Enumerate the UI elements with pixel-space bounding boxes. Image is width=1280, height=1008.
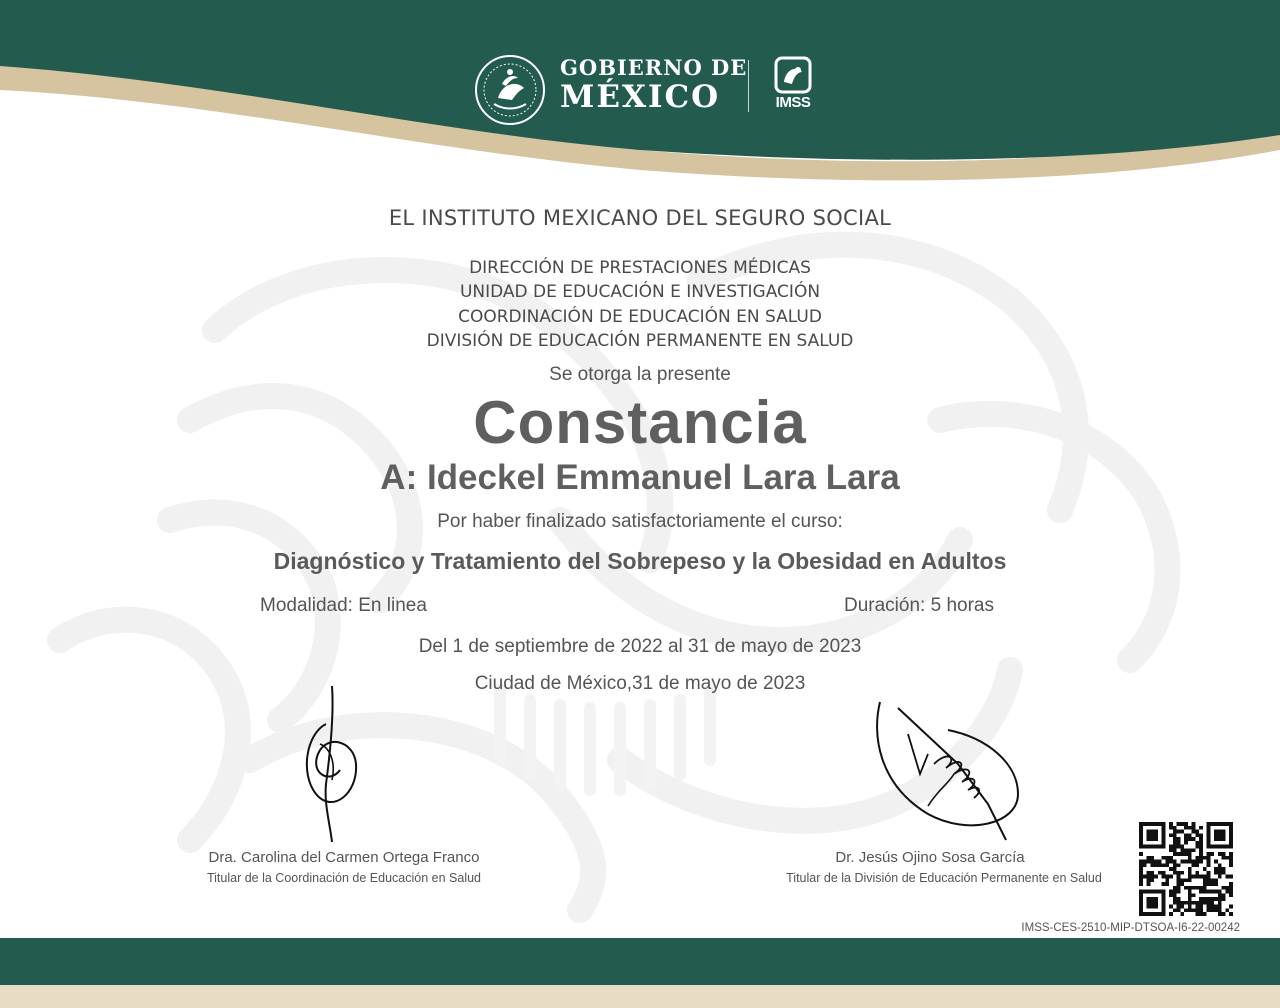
- signature-left-image: [296, 684, 368, 844]
- gobierno-line-1: GOBIERNO DE: [560, 55, 748, 80]
- certificate-id: IMSS-CES-2510-MIP-DTSOA-I6-22-00242: [1021, 922, 1240, 934]
- department-line: DIRECCIÓN DE PRESTACIONES MÉDICAS: [469, 258, 811, 278]
- institute-name: EL INSTITUTO MEXICANO DEL SEGURO SOCIAL: [388, 206, 892, 230]
- certificate-title: Constancia: [473, 389, 807, 456]
- mexico-seal-icon: [472, 54, 548, 126]
- course-dates: Del 1 de septiembre de 2022 al 31 de mayo de 2023: [418, 636, 862, 657]
- imss-label: IMSS: [775, 94, 811, 111]
- signature-right-image: [868, 694, 1028, 842]
- department-line: COORDINACIÓN DE EDUCACIÓN EN SALUD: [458, 307, 822, 327]
- signer-right-role: Titular de la División de Educación Permanente en Salud: [786, 871, 1102, 885]
- issue-place-date: Ciudad de México,31 de mayo de 2023: [474, 673, 806, 694]
- course-duration: Duración: 5 horas: [844, 595, 994, 616]
- watermark-stripes: [500, 690, 710, 790]
- signer-left-role: Titular de la Coordinación de Educación en Salud: [206, 871, 482, 885]
- intro-text: Se otorga la presente: [549, 364, 731, 385]
- department-line: UNIDAD DE EDUCACIÓN E INVESTIGACIÓN: [459, 282, 821, 302]
- gobierno-de-mexico-wordmark: [560, 56, 747, 114]
- signer-left-name: Dra. Carolina del Carmen Ortega Franco: [208, 849, 480, 866]
- signer-right-name: Dr. Jesús Ojino Sosa García: [835, 849, 1025, 866]
- course-name: Diagnóstico y Tratamiento del Sobrepeso y la Obesidad en Adultos: [273, 548, 1007, 574]
- header-divider: [748, 60, 749, 112]
- completion-reason: Por haber finalizado satisfactoriamente el curso:: [437, 511, 843, 532]
- department-line: DIVISIÓN DE EDUCACIÓN PERMANENTE EN SALUD: [426, 331, 854, 351]
- verification-qr-code-icon: [1139, 822, 1233, 916]
- recipient-name: A: Ideckel Emmanuel Lara Lara: [380, 458, 900, 497]
- footer-gold-band: [0, 985, 1280, 1008]
- header-logos: [472, 52, 832, 124]
- footer-green-band: [0, 938, 1280, 985]
- course-modality: Modalidad: En linea: [260, 595, 427, 616]
- gobierno-line-2: MÉXICO: [560, 79, 721, 115]
